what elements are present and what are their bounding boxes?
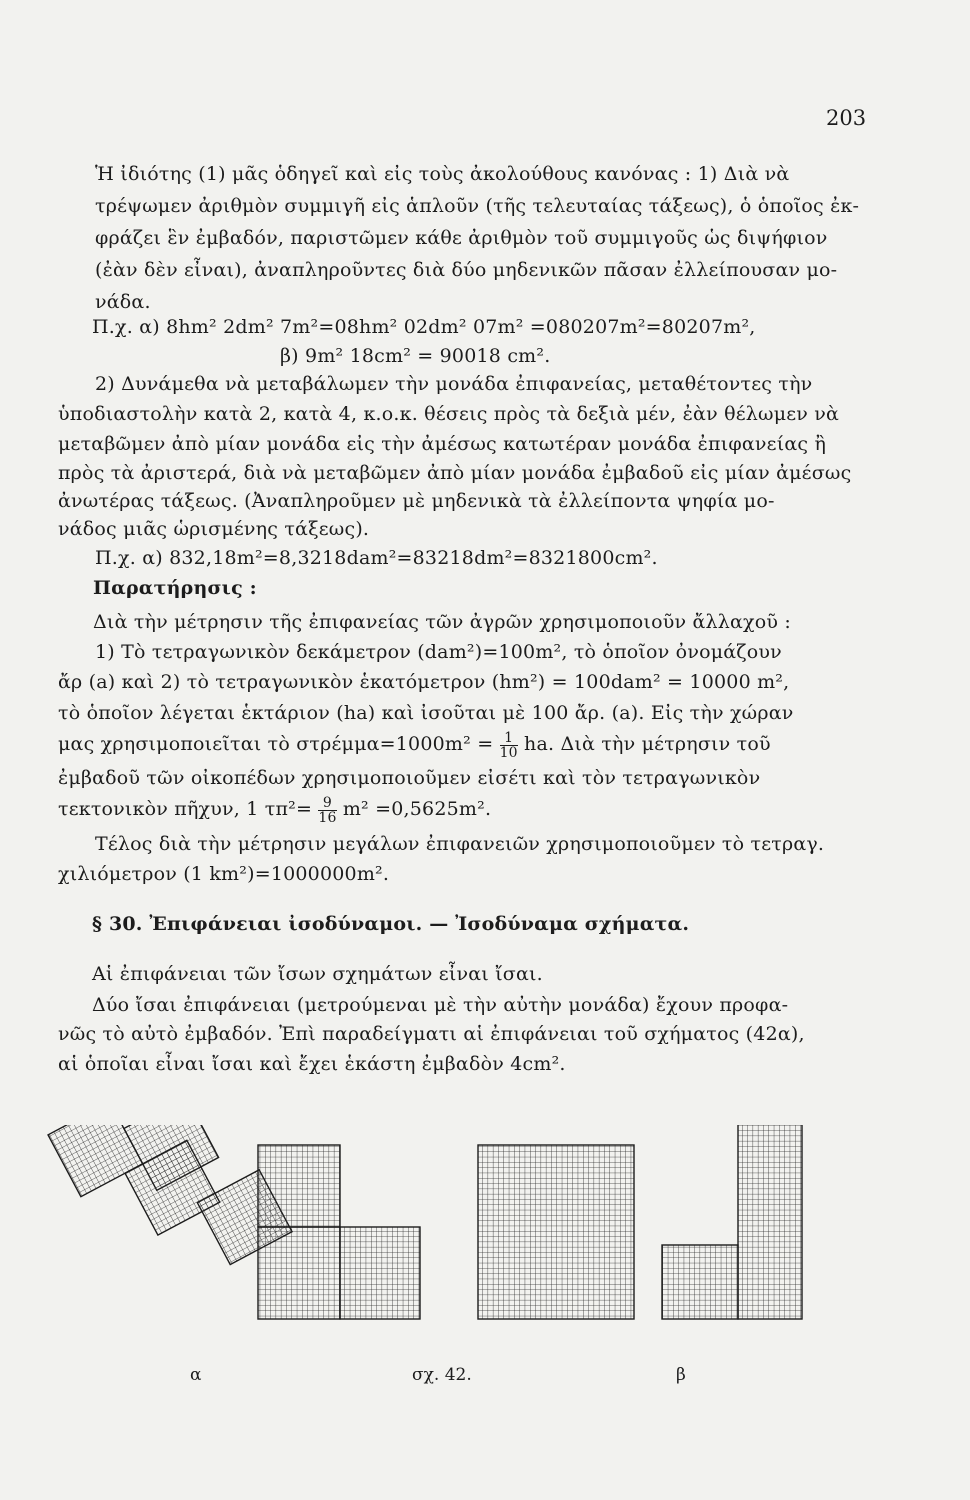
text-line: νῶς τὸ αὐτὸ ἐμβαδόν. Ἐπὶ παραδείγματι αἱ ἐπιφάνειαι τοῦ σχήματος (42α), xyxy=(58,1023,805,1045)
remark-heading: Παρατήρησις : xyxy=(93,577,257,599)
text-line: ὑποδιαστολὴν κατὰ 2, κατὰ 4, κ.ο.κ. θέσεις πρὸς τὰ δεξιὰ μέν, ἐὰν θέλωμεν νὰ xyxy=(58,403,840,425)
text-line: Τέλος διὰ τὴν μέτρησιν μεγάλων ἐπιφανειῶν χρησιμοποιοῦμεν τὸ τετραγ. xyxy=(95,833,825,855)
text-line: 1) Τὸ τετραγωνικὸν δεκάμετρον (dam²)=100m², τὸ ὁποῖον ὀνομάζουν xyxy=(95,641,782,663)
figure-beta-shape xyxy=(662,1125,802,1319)
section-heading: § 30. Ἐπιφάνειαι ἰσοδύναμοι. — Ἰσοδύναμα σχήματα. xyxy=(92,913,690,935)
text-line: ἐμβαδοῦ τῶν οἰκοπέδων χρησιμοποιοῦμεν εἰσέτι καὶ τὸν τετραγωνικὸν xyxy=(58,767,761,789)
text-line: ἄρ (a) καὶ 2) τὸ τετραγωνικὸν ἑκατόμετρον (hm²) = 100dam² = 10000 m², xyxy=(58,671,790,693)
text-line: τρέψωμεν ἀριθμὸν συμμιγῆ εἰς ἁπλοῦν (τῆς τελευταίας τάξεως), ὁ ὁποῖος ἐκ- xyxy=(95,195,860,217)
text-line: αἱ ὁποῖαι εἶναι ἴσαι καὶ ἔχει ἑκάστη ἐμβαδὸν 4cm². xyxy=(58,1053,566,1075)
fraction: $\frac{9}{16}$ xyxy=(318,794,337,826)
text-line: μεταβῶμεν ἀπὸ μίαν μονάδα εἰς τὴν ἀμέσως κατωτέραν μονάδα ἐπιφανείας ἢ xyxy=(58,433,827,455)
figure-42 xyxy=(0,1125,970,1425)
text-line: Δύο ἴσαι ἐπιφάνειαι (μετρούμεναι μὲ τὴν αὐτὴν μονάδα) ἔχουν προφα- xyxy=(92,994,789,1016)
text-line: Διὰ τὴν μέτρησιν τῆς ἐπιφανείας τῶν ἀγρῶν χρησιμοποιοῦν ἄλλαχοῦ : xyxy=(93,611,791,633)
text-line: 2) Δυνάμεθα νὰ μεταβάλωμεν τὴν μονάδα ἐπιφανείας, μεταθέτοντες τὴν xyxy=(95,373,813,395)
fraction: $\frac{1}{10}$ xyxy=(499,729,518,761)
text-line: Αἱ ἐπιφάνειαι τῶν ἴσων σχημάτων εἶναι ἴσαι. xyxy=(92,963,543,985)
text-line: χιλιόμετρον (1 km²)=1000000m². xyxy=(58,863,390,885)
figure-middle-shape xyxy=(258,1145,420,1319)
figure-caption: σχ. 42. xyxy=(412,1365,472,1385)
text-line: τὸ ὁποῖον λέγεται ἑκτάριον (ha) καὶ ἰσοῦται μὲ 100 ἄρ. (a). Εἰς τὴν χώραν xyxy=(58,702,794,724)
text-line: νάδα. xyxy=(95,291,151,313)
text-line: φράζει ἓν ἐμβαδόν, παριστῶμεν κάθε ἀριθμὸν τοῦ συμμιγοῦς ὡς διψήφιον xyxy=(95,227,828,249)
page-number: 203 xyxy=(826,106,867,130)
text-line-fraction: τεκτονικὸν πῆχυν, 1 τπ²= $\frac{9}{16}$ m² =0,5625m². xyxy=(58,794,492,826)
figure-label-alpha: α xyxy=(190,1365,202,1385)
text-line: Ἡ ἰδιότης (1) μᾶς ὁδηγεῖ καὶ εἰς τοὺς ἀκολούθους κανόνας : 1) Διὰ νὰ xyxy=(95,163,790,185)
figure-42-drawing xyxy=(0,1125,970,1425)
text-line: ἀνωτέρας τάξεως. (Ἀναπληροῦμεν μὲ μηδενικὰ τὰ ἐλλείποντα ψηφία μο- xyxy=(58,490,775,512)
text-line: νάδος μιᾶς ὡρισμένης τάξεως). xyxy=(58,518,370,540)
text-line-fraction: μας χρησιμοποιεῖται τὸ στρέμμα=1000m² = $\frac{1}{10}$ ha. Διὰ τὴν μέτρησιν τοῦ xyxy=(58,729,771,761)
example-line: Π.χ. α) 832,18m²=8,3218dam²=83218dm²=8321800cm². xyxy=(95,547,658,569)
example-line: β) 9m² 18cm² = 90018 cm². xyxy=(280,345,551,367)
example-line: Π.χ. α) 8hm² 2dm² 7m²=08hm² 02dm² 07m² =080207m²=80207m², xyxy=(92,316,756,338)
text-line: (ἐὰν δὲν εἶναι), ἀναπληροῦντες διὰ δύο μηδενικῶν πᾶσαν ἐλλείπουσαν μο- xyxy=(95,259,838,281)
figure-rectangle-shape xyxy=(478,1145,634,1319)
figure-label-beta: β xyxy=(676,1365,686,1385)
text-line: πρὸς τὰ ἀριστερά, διὰ νὰ μεταβῶμεν ἀπὸ μίαν μονάδα ἐμβαδοῦ εἰς μίαν ἀμέσως xyxy=(58,462,852,484)
figure-alpha-shape xyxy=(48,1125,292,1311)
